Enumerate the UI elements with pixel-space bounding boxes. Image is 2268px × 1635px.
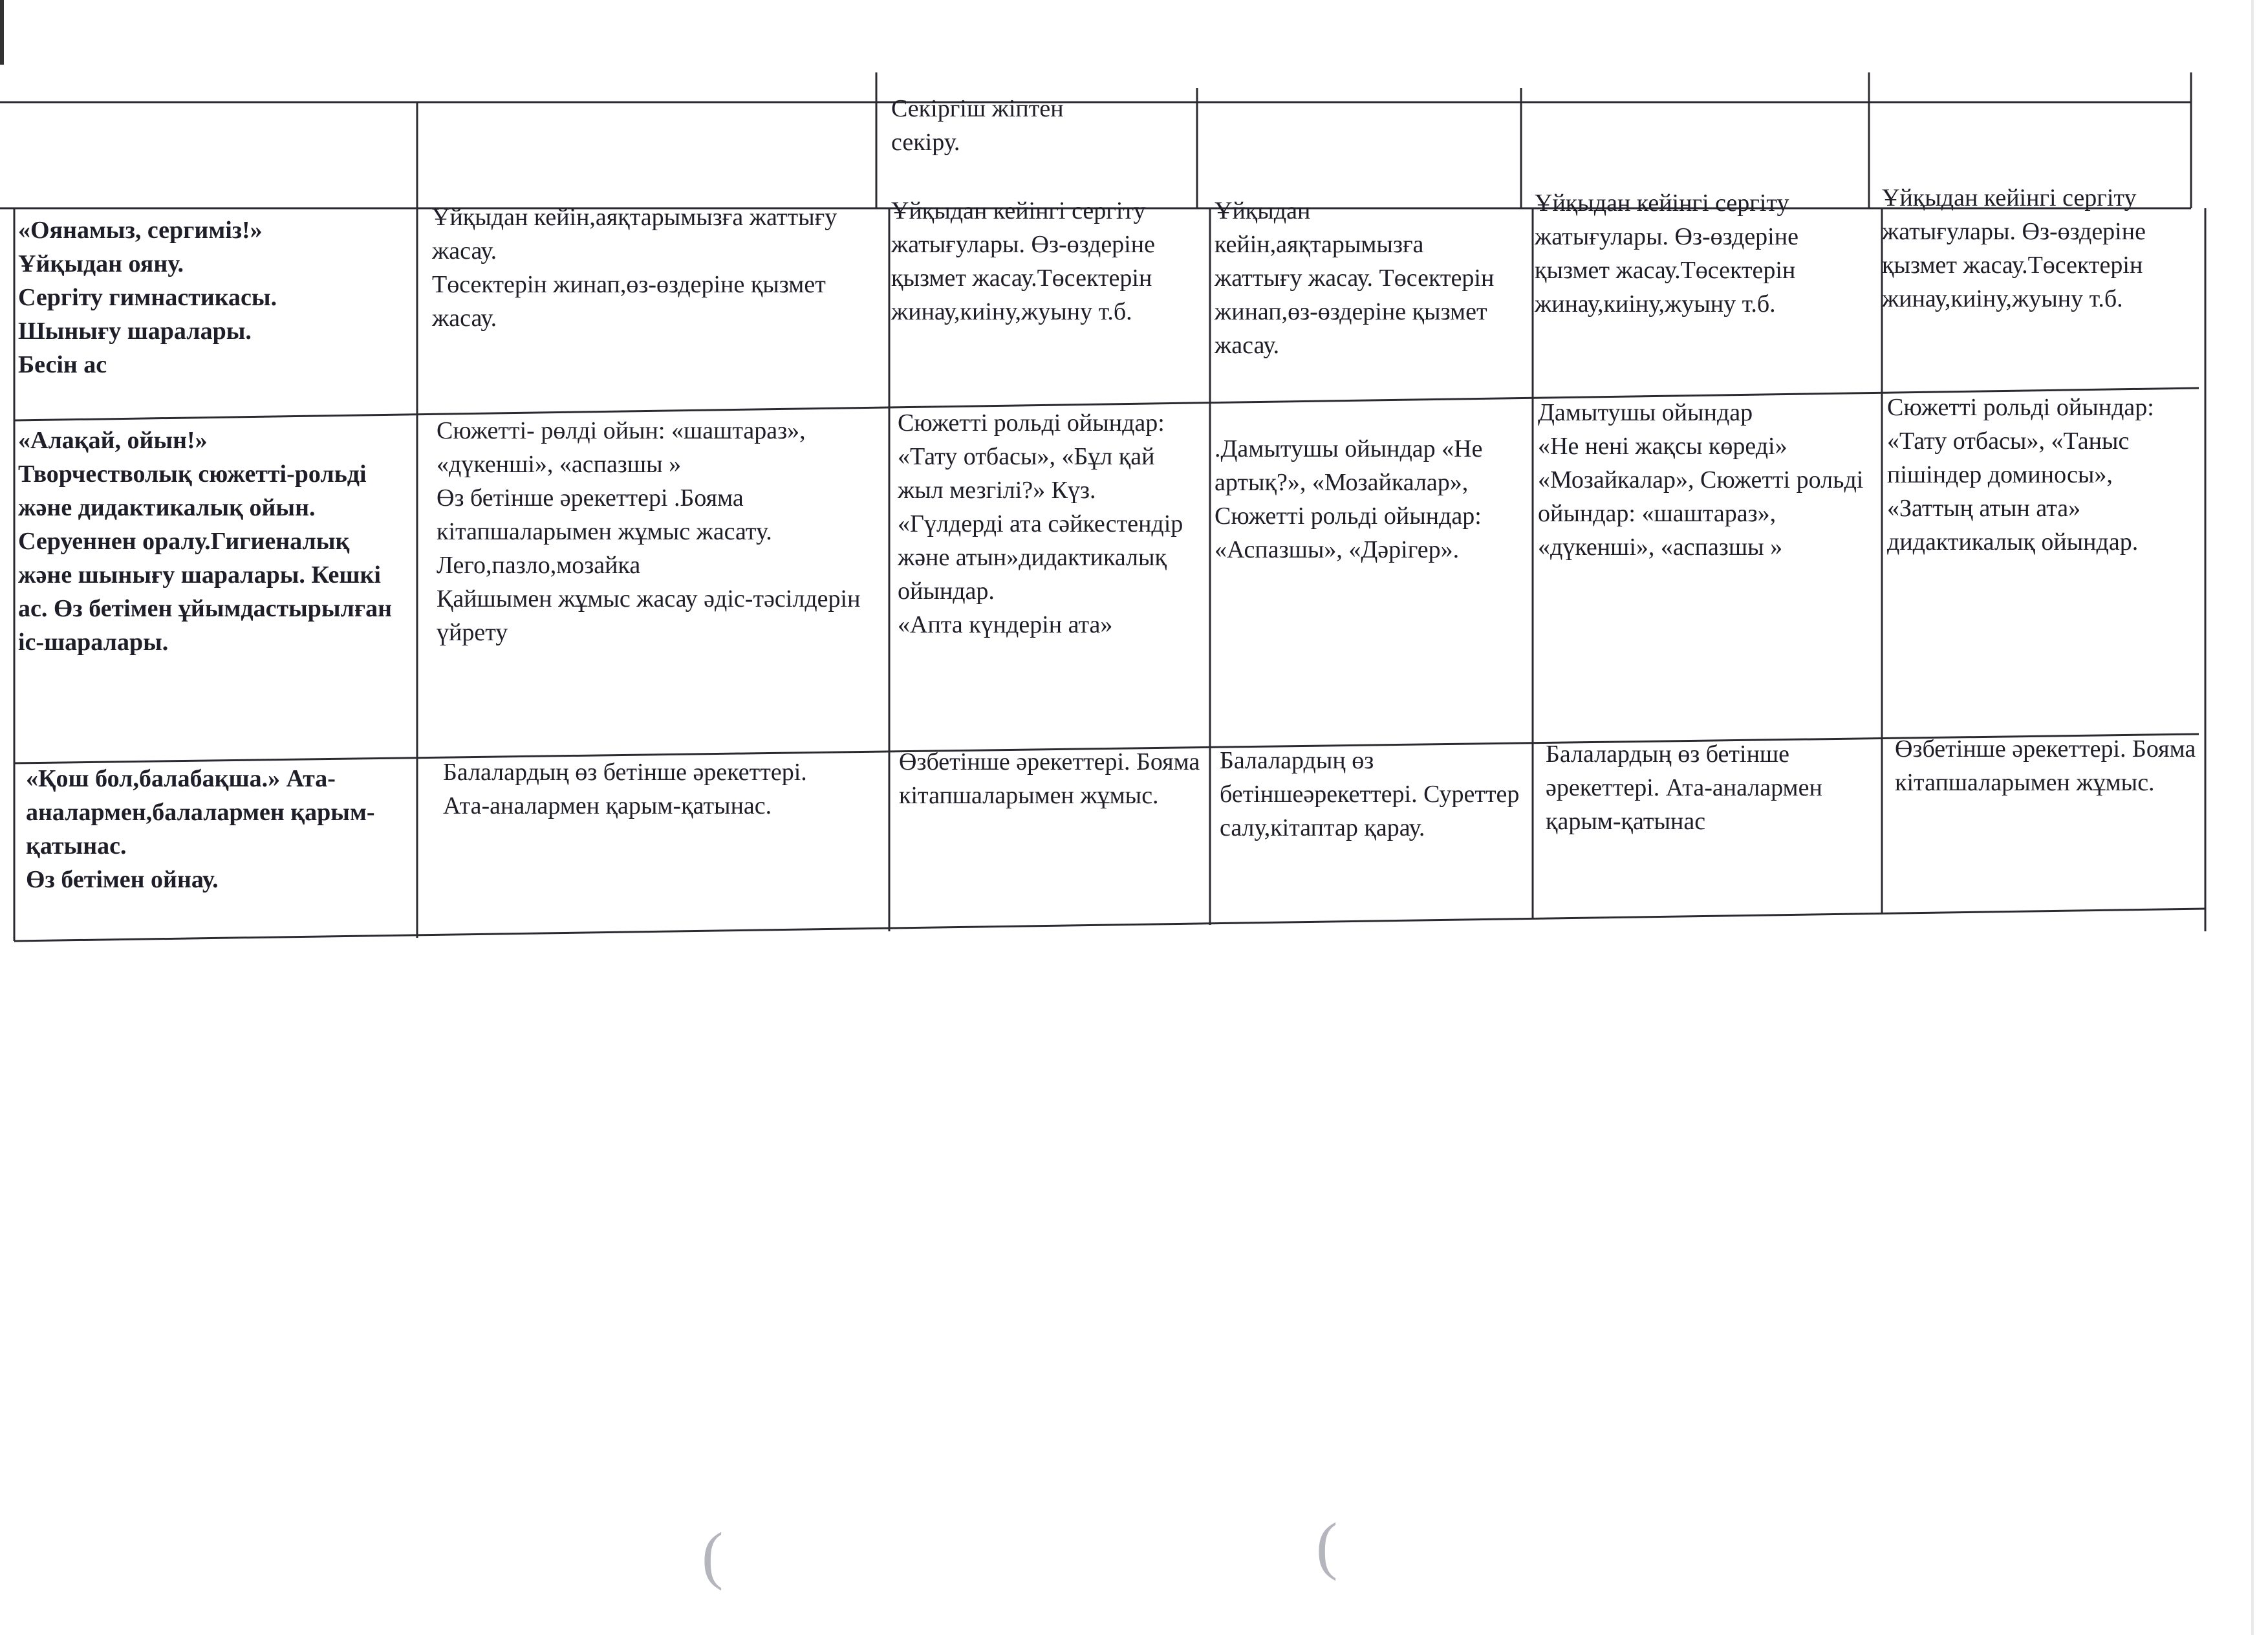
- cell-line: «Апта күндерін ата»: [898, 611, 1113, 638]
- cell-line: Ұйқыдан кейін,аяқтарымызға жаттығу жасау.: [432, 204, 837, 265]
- cell-line: Ұйқыдан кейін,аяқтарымызға жаттығу жасау. Төсектерін жинап,өз-өздеріне қызмет жасау.: [1215, 197, 1495, 359]
- scan-mark: (: [1316, 1510, 1338, 1581]
- table-cell: [1220, 744, 1524, 845]
- table-cell: [1215, 432, 1518, 567]
- table-cell: [1215, 194, 1512, 362]
- table-border: [14, 909, 2205, 941]
- cell-line: Секіргіш жіптен: [891, 95, 1064, 122]
- cell-line: Өз бетімен ойнау.: [26, 866, 219, 893]
- cell-line: Қайшымен жұмыс жасау әдіс-тәсілдерін үйрету: [437, 585, 861, 646]
- cell-line: Өзбетінше әрекеттері. Бояма кітапшаларымен жұмыс.: [1895, 735, 2196, 796]
- cell-line: «Не нені жақсы көреді» «Мозайкалар», Сюжетті рольді ойындар: «шаштараз», «дүкенші», «аспазшы »: [1538, 433, 1864, 561]
- cell-line: Төсектерін жинап,өз-өздеріне қызмет жасау.: [432, 271, 826, 332]
- cell-line: .Дамытушы ойындар «Не артық?», «Мозайкалар», Сюжетті рольді ойындар: «Аспазшы», «Дәрігер».: [1215, 435, 1483, 563]
- cell-line: Өз бетінше әрекеттері .Бояма кітапшаларымен жұмыс жасату.: [437, 484, 772, 545]
- cell-line: Сергіту гимнастикасы.: [18, 284, 277, 311]
- cell-line: «Алақай, ойын!»: [18, 427, 208, 454]
- cell-line: Шынығу шаралары.: [18, 318, 252, 345]
- cell-line: Ұйқыдан кейінгі сергіту жатығулары. Өз-өздеріне қызмет жасау.Төсектерін жинау,киіну,жуыну т.б.: [891, 197, 1155, 325]
- table-cell: [1887, 391, 2198, 559]
- cell-line: Бесін ас: [18, 351, 107, 378]
- cell-line: секіру.: [891, 129, 960, 156]
- cell-line: Балалардың өз бетінше әрекеттері.: [443, 759, 807, 786]
- table-cell: [26, 762, 414, 896]
- cell-line: Балалардың өз бетіншеәрекеттері. Суреттер салу,кітаптар қарау.: [1220, 747, 1520, 841]
- table-cell: [432, 200, 859, 335]
- table-cell: [437, 414, 870, 649]
- cell-line: Өзбетінше әрекеттері. Бояма кітапшаларымен жұмыс.: [899, 748, 1200, 809]
- table-cell: [18, 424, 406, 659]
- table-cell: [1895, 732, 2199, 799]
- cell-line: Сюжетті- рөлді ойын: «шаштараз», «дүкенші», «аспазшы »: [437, 417, 806, 478]
- cell-line: «Оянамыз, сергиміз!»: [18, 217, 263, 244]
- scan-mark: (: [702, 1519, 724, 1591]
- table-cell: [1538, 396, 1874, 564]
- table-cell: [898, 406, 1195, 642]
- cell-line: Сюжетті рольді ойындар: «Тату отбасы», «Бұл қай жыл мезгілі?» Күз. «Гүлдерді ата сәйкестендір және атын»дидактикалық ойындар.: [898, 409, 1183, 605]
- cell-line: Ұйқыдан ояну.: [18, 250, 184, 277]
- cell-line: Ата-аналармен қарым-қатынас.: [443, 792, 772, 819]
- table-cell: [1535, 186, 1871, 321]
- cell-line: Лего,пазло,мозайка: [437, 552, 641, 579]
- table-cell: [891, 194, 1195, 329]
- cell-line: Балалардың өз бетінше әрекеттері. Ата-аналармен қарым-қатынас: [1546, 741, 1822, 835]
- table-cell: [1882, 181, 2192, 316]
- cell-line: Ұйқыдан кейінгі сергіту жатығулары. Өз-өздеріне қызмет жасау.Төсектерін жинау,киіну,жуыну т.б.: [1535, 189, 1798, 318]
- cell-line: Творчестволық сюжетті-рольді және дидактикалық ойын.: [18, 460, 367, 521]
- table-cell: [443, 755, 870, 823]
- table-cell: [891, 92, 1182, 159]
- table-cell: [18, 213, 406, 382]
- cell-line: «Қош бол,балабақша.» Ата-аналармен,балалармен қарым-қатынас.: [26, 765, 375, 860]
- cell-line: Ұйқыдан кейінгі сергіту жатығулары. Өз-өздеріне қызмет жасау.Төсектерін жинау,киіну,жуыну т.б.: [1882, 184, 2146, 312]
- table-cell: [1546, 737, 1869, 838]
- cell-line: Серуеннен оралу.Гигиеналық және шынығу шаралары. Кешкі ас. Өз бетімен ұйымдастырылған іс-шаралары.: [18, 528, 393, 656]
- cell-line: Дамытушы ойындар: [1538, 399, 1753, 426]
- table-cell: [899, 745, 1203, 812]
- cell-line: Сюжетті рольді ойындар: «Тату отбасы», «Таныс пішіндер доминосы», «Заттың атын ата» дидактикалық ойындар.: [1887, 394, 2154, 556]
